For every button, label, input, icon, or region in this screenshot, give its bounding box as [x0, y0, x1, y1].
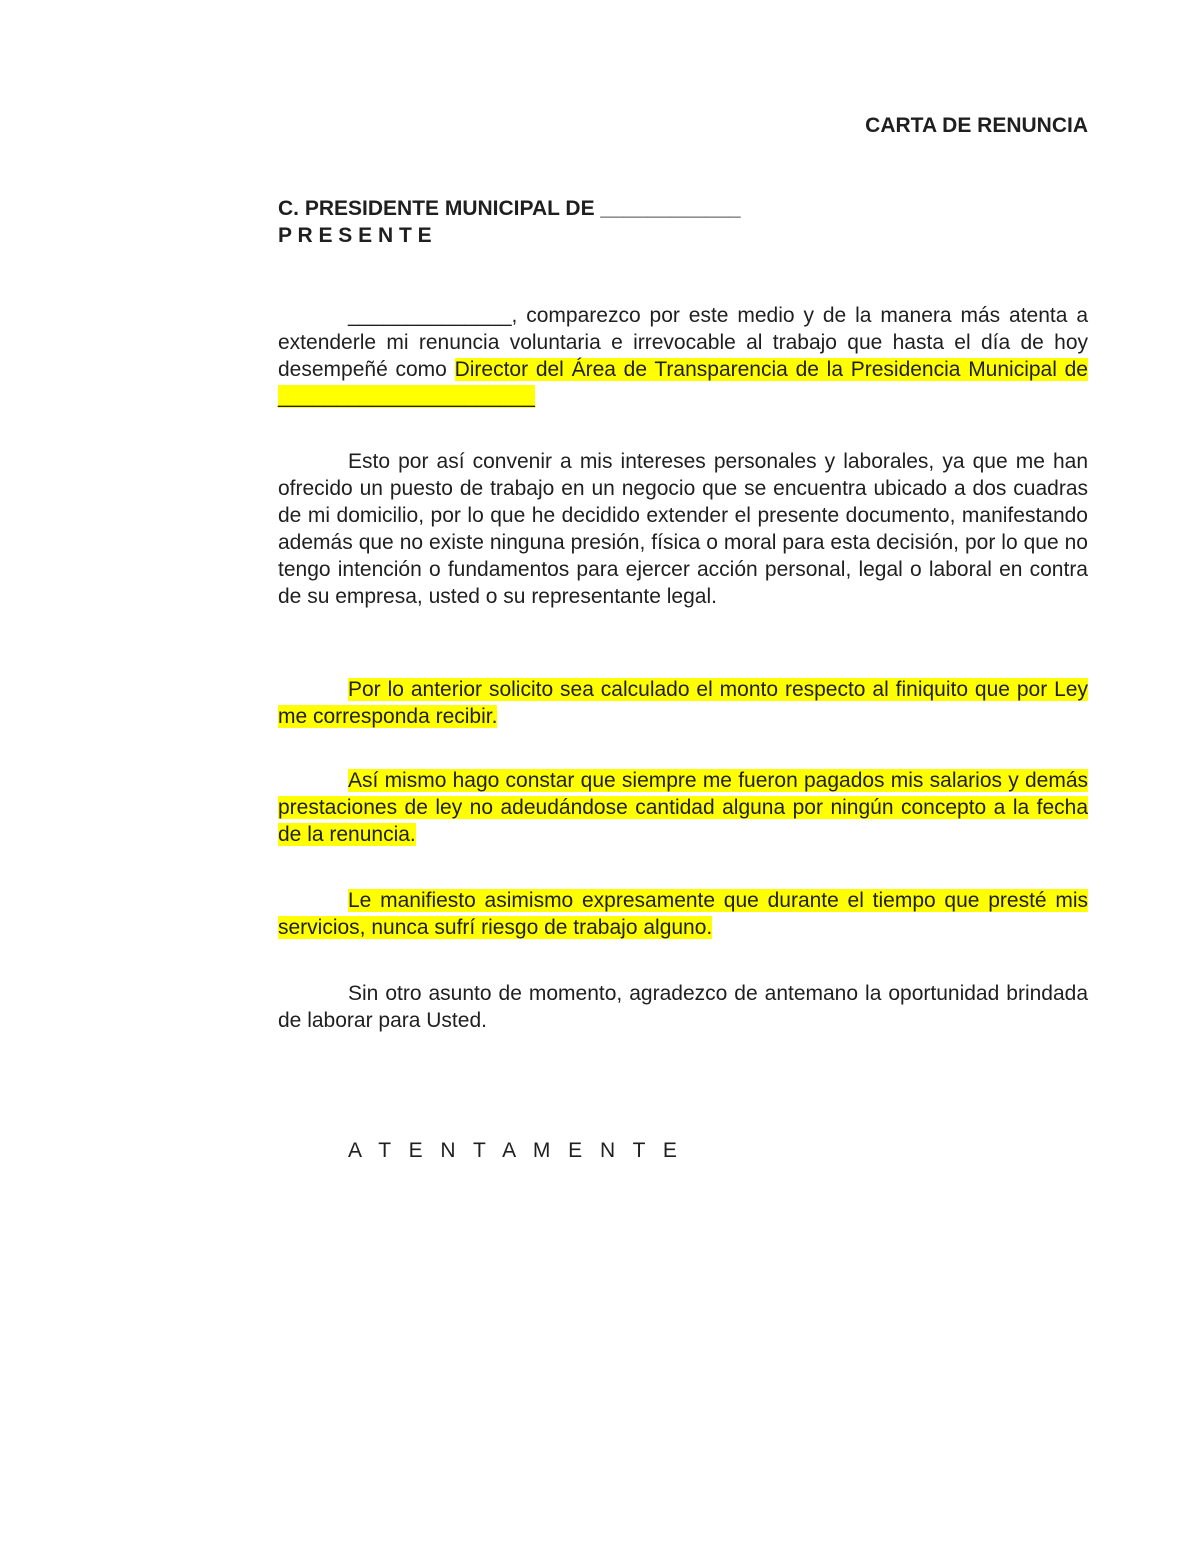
paragraph-reasons-text: Esto por así convenir a mis intereses personales y laborales, ya que me han ofrecido un puesto de trabajo en un negocio que se encuentra ubicado a dos cuadras de mi domicilio, por lo que he decidido extender el presente documento, manifestando además que no existe ninguna presión, física o moral para esta decisión, por lo que no tengo intención o fundamentos para ejercer acción personal, legal o laboral en contra de su empresa, usted o su representante legal.	[278, 450, 1088, 608]
presente-line: P R E S E N T E	[278, 224, 432, 247]
document-title: CARTA DE RENUNCIA	[865, 114, 1088, 137]
addressee-block	[278, 195, 741, 249]
paragraph-riesgo	[278, 887, 1088, 941]
paragraph-riesgo-text: Le manifiesto asimismo expresamente que durante el tiempo que presté mis servicios, nunca sufrí riesgo de trabajo alguno.	[278, 889, 1088, 939]
paragraph-closing-text: Sin otro asunto de momento, agradezco de antemano la oportunidad brindada de laborar para Usted.	[278, 982, 1088, 1032]
paragraph-intro-highlight: Director del Área de Transparencia de la Presidencia Municipal de ______________________	[278, 358, 1088, 408]
addressee-line: C. PRESIDENTE MUNICIPAL DE ____________	[278, 197, 741, 220]
paragraph-intro-text: ______________, comparezco por este medio y de la manera más atenta a extenderle mi renuncia voluntaria e irrevocable al trabajo que hasta el día de hoy desempeñé como	[278, 304, 1088, 381]
paragraph-reasons	[278, 448, 1088, 610]
paragraph-closing	[278, 980, 1088, 1034]
paragraph-intro	[278, 302, 1088, 410]
paragraph-finiquito-text: Por lo anterior solicito sea calculado el monto respecto al finiquito que por Ley me corresponda recibir.	[278, 678, 1088, 728]
signature-closing: A T E N T A M E N T E	[348, 1139, 683, 1162]
paragraph-salarios	[278, 767, 1088, 848]
paragraph-finiquito	[278, 676, 1088, 730]
paragraph-salarios-text: Así mismo hago constar que siempre me fueron pagados mis salarios y demás prestaciones de ley no adeudándose cantidad alguna por ningún concepto a la fecha de la renuncia.	[278, 769, 1088, 846]
